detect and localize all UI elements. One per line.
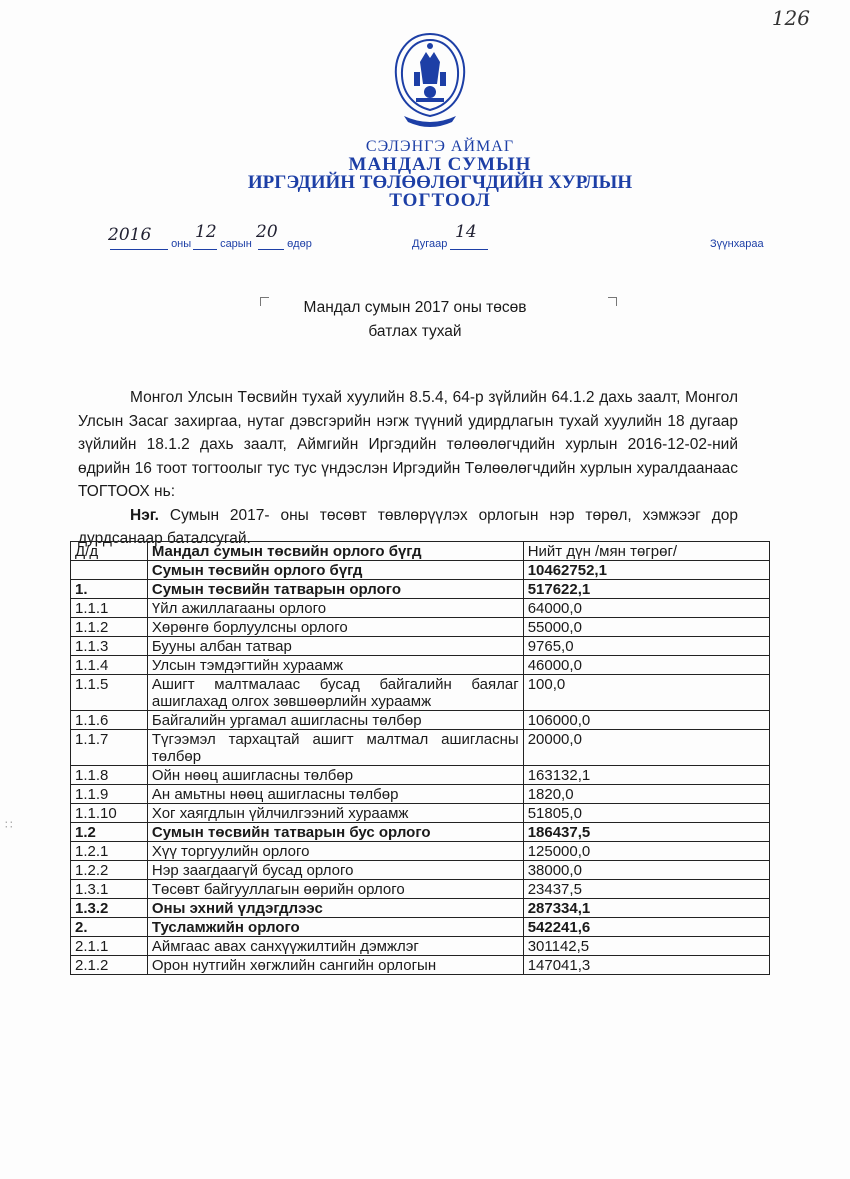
row-amount-cell: 9765,0 [523,637,769,656]
row-amount-cell: 287334,1 [523,899,769,918]
table-row [71,766,770,785]
row-amount-cell: 163132,1 [523,766,769,785]
row-number-cell: 1.3.2 [71,899,148,918]
row-name-cell: Тусламжийн орлого [147,918,523,937]
row-amount-cell: 147041,3 [523,956,769,975]
row-name-cell: Хүү торгуулийн орлого [147,842,523,861]
row-number-cell: 1.2 [71,823,148,842]
table-row [71,804,770,823]
row-amount-cell: 517622,1 [523,580,769,599]
row-name-cell: Бууны албан татвар [147,637,523,656]
row-number-cell: 2.1.1 [71,937,148,956]
table-row [71,637,770,656]
row-number-cell: 1.2.2 [71,861,148,880]
revenue-table [70,541,770,975]
resolution-header [0,138,850,210]
place-name: Зүүнхараа [710,238,764,250]
title-line-1: Мандал сумын 2017 оны төсөв [303,299,527,316]
table-row [71,618,770,637]
row-number-cell: 1.1.4 [71,656,148,675]
row-amount-cell: 542241,6 [523,918,769,937]
table-row [71,580,770,599]
row-amount-cell: 106000,0 [523,711,769,730]
row-number-cell: 1.1.6 [71,711,148,730]
row-name-cell: Сумын төсвийн татварын орлого [147,580,523,599]
row-amount-cell: 20000,0 [523,730,769,766]
row-name-cell: Сумын төсвийн татварын бус орлого [147,823,523,842]
document-type: ТОГТООЛ [389,190,491,211]
row-name-cell: Ойн нөөц ашигласны төлбөр [147,766,523,785]
table-row [71,730,770,766]
month-value: 12 [195,222,217,242]
row-name-cell: Ашигт малтмалаас бусад байгалийн баялаг ашиглахад олгох зөвшөөрлийн хураамж [147,675,523,711]
year-label: оны [171,238,192,250]
preamble-text: Монгол Улсын Төсвийн тухай хуулийн 8.5.4, 64-р зүйлийн 64.1.2 дахь заалт, Монгол Улсын Засаг захиргаа, нутаг дэвсгэрийн нэгж түүний удирдлагын тухай хуулийн 18 дугаар зүйлийн 18.1.2 дахь заалт, Аймгийн Иргэдийн төлөөлөгчдийн хурлын 2016-12-02-ний өдрийн 16 тоот тогтоолыг тус тус үндэслэн Иргэдийн Төлөөлөгчдийн хурлын хуралдаанаас ТОГТООХ нь: [78,389,738,500]
row-amount-cell: 125000,0 [523,842,769,861]
clause-one-label: Нэг. [130,506,159,524]
row-name-cell: Хөрөнгө борлуулсны орлого [147,618,523,637]
row-name-cell: Орон нутгийн хөгжлийн сангийн орлогын [147,956,523,975]
clause-one-text: Сумын 2017- оны төсөвт төвлөрүүлэх орлогын нэр төрөл, хэмжээг дор дурдсанаар баталсугай. [78,506,738,547]
day-field [258,238,312,250]
row-number-cell: 1.1.10 [71,804,148,823]
row-name-cell: Сумын төсвийн орлого бүгд [147,561,523,580]
year-underline [110,239,168,250]
row-name-cell: Байгалийн ургамал ашигласны төлбөр [147,711,523,730]
day-underline [258,239,284,250]
table-header-row [71,542,770,561]
row-amount-cell: 23437,5 [523,880,769,899]
row-name-cell: Аймгаас авах санхүүжилтийн дэмжлэг [147,937,523,956]
table-row [71,599,770,618]
header-cell-number: Д/д [71,542,148,561]
row-number-cell [71,561,148,580]
row-name-cell: Түгээмэл тархацтай ашигт малтмал ашигласны төлбөр [147,730,523,766]
row-number-cell: 1.3.1 [71,880,148,899]
page-number: 126 [771,6,810,30]
row-number-cell: 1.1.2 [71,618,148,637]
row-name-cell: Ан амьтны нөөц ашигласны төлбөр [147,785,523,804]
row-number-cell: 1.1.9 [71,785,148,804]
row-amount-cell: 10462752,1 [523,561,769,580]
table-row [71,675,770,711]
table-row [71,656,770,675]
row-amount-cell: 1820,0 [523,785,769,804]
row-number-cell: 1. [71,580,148,599]
row-number-cell: 1.1.7 [71,730,148,766]
year-value: 2016 [108,225,152,245]
row-name-cell: Оны эхний үлдэгдлээс [147,899,523,918]
table-row [71,937,770,956]
row-amount-cell: 301142,5 [523,937,769,956]
row-amount-cell: 46000,0 [523,656,769,675]
header-cell-name: Мандал сумын төсвийн орлого бүгд [147,542,523,561]
table-row [71,561,770,580]
row-name-cell: Хог хаягдлын үйлчилгээний хураамж [147,804,523,823]
month-field [193,238,252,250]
month-label: сарын [220,238,252,250]
table-row [71,899,770,918]
row-amount-cell: 100,0 [523,675,769,711]
sum-name: МАНДАЛ СУМЫН [348,154,532,175]
row-name-cell: Улсын тэмдэгтийн хураамж [147,656,523,675]
row-amount-cell: 186437,5 [523,823,769,842]
row-number-cell: 2. [71,918,148,937]
council-name: ИРГЭДИЙН ТӨЛӨӨЛӨГЧДИЙН ХУРЛЫН [247,172,633,193]
table-row [71,711,770,730]
number-field [412,238,488,250]
row-number-cell: 1.1.3 [71,637,148,656]
row-number-cell: 1.1.8 [71,766,148,785]
aimag-name: СЭЛЭНГЭ АЙМАГ [365,138,515,155]
row-name-cell: Үйл ажиллагааны орлого [147,599,523,618]
month-underline [193,239,217,250]
row-name-cell: Төсөвт байгууллагын өөрийн орлого [147,880,523,899]
table-row [71,823,770,842]
row-amount-cell: 55000,0 [523,618,769,637]
year-field [110,238,191,250]
row-amount-cell: 51805,0 [523,804,769,823]
row-name-cell: Нэр заагдаагүй бусад орлого [147,861,523,880]
scan-speck: ∷ [5,818,13,832]
day-label: өдөр [287,238,312,250]
title-line-2: батлах тухай [368,323,462,340]
row-number-cell: 2.1.2 [71,956,148,975]
state-emblem-icon [390,32,470,130]
table-row [71,785,770,804]
table-row [71,956,770,975]
row-amount-cell: 64000,0 [523,599,769,618]
day-value: 20 [256,222,278,242]
resolution-title [0,296,830,344]
row-number-cell: 1.2.1 [71,842,148,861]
table-row [71,918,770,937]
table-row [71,880,770,899]
number-value: 14 [455,222,477,242]
preamble [78,386,738,551]
row-number-cell: 1.1.1 [71,599,148,618]
number-label: Дугаар [412,238,448,250]
table-row [71,842,770,861]
row-number-cell: 1.1.5 [71,675,148,711]
header-cell-amount: Нийт дүн /мян төгрөг/ [523,542,769,561]
table-row [71,861,770,880]
row-amount-cell: 38000,0 [523,861,769,880]
